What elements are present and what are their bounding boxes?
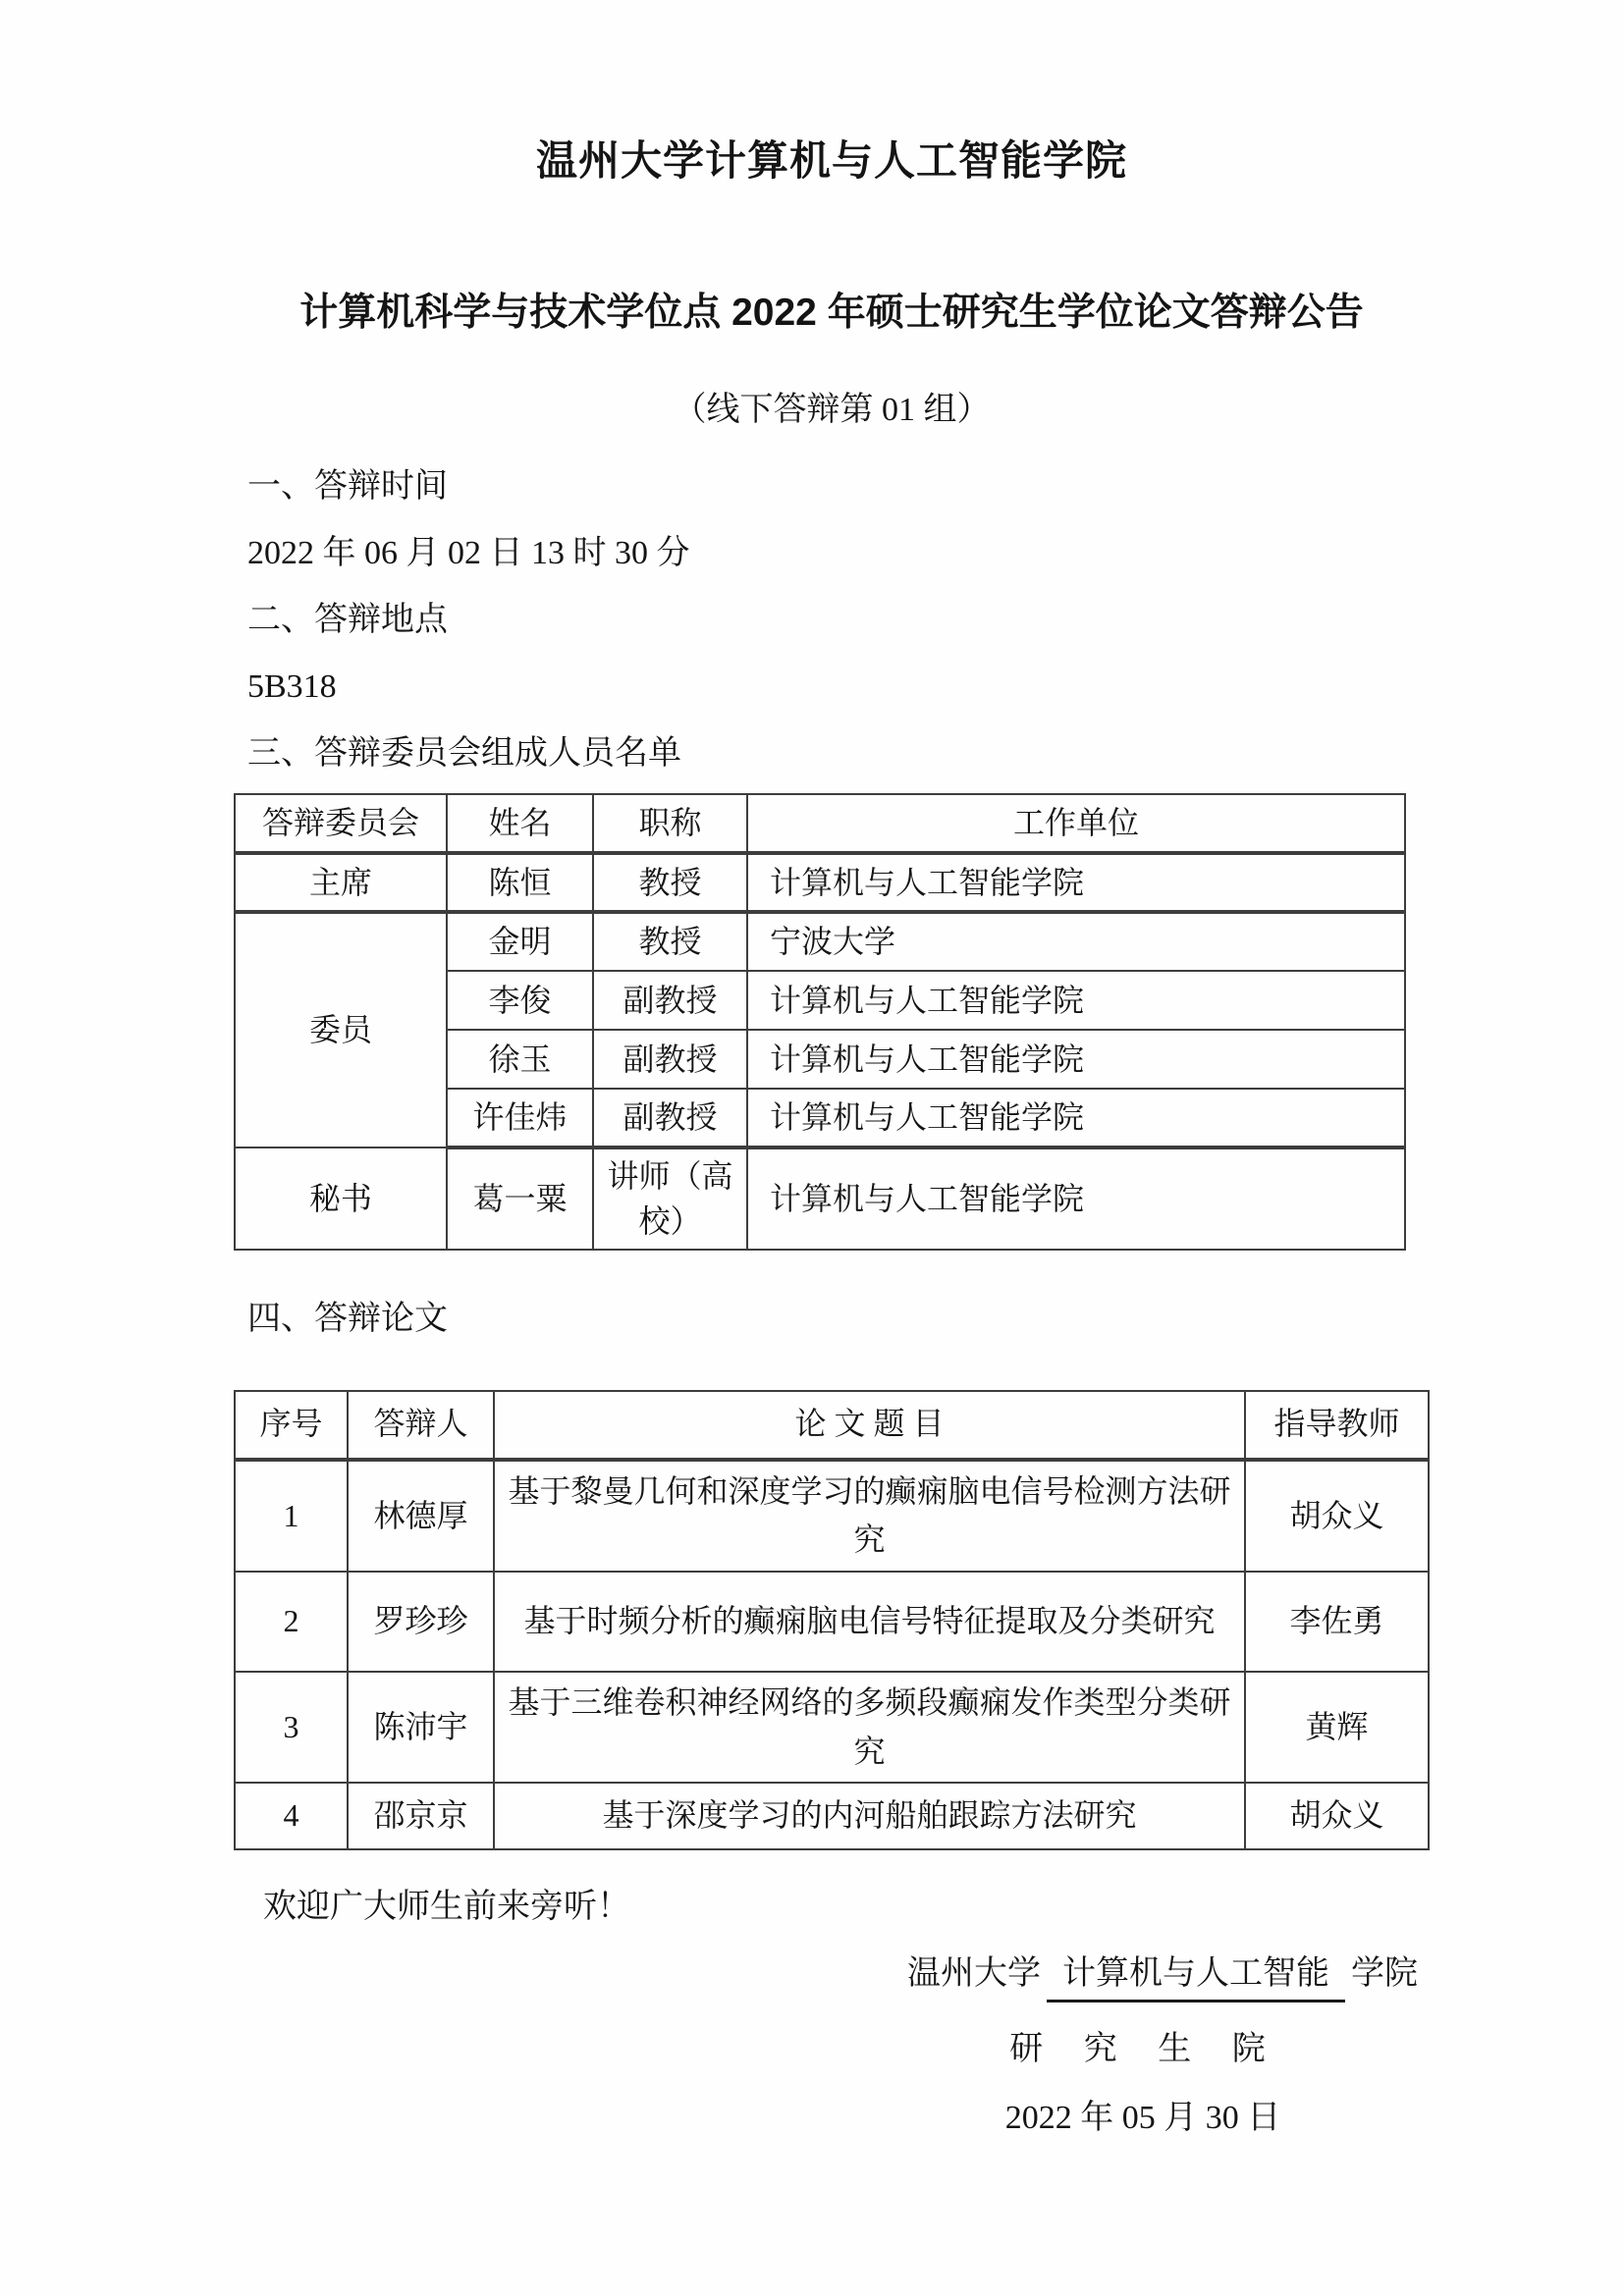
thesis-header-no: 序号 <box>235 1391 348 1460</box>
table-row-member <box>235 912 1405 971</box>
table-row-thesis <box>235 1783 1429 1849</box>
thesis-title: 基于黎曼几何和深度学习的癫痫脑电信号检测方法研究 <box>494 1460 1245 1572</box>
page-subtitle: 计算机科学与技术学位点 2022 年硕士研究生学位论文答辩公告 <box>299 292 1364 334</box>
table-row-thesis <box>235 1460 1429 1572</box>
member-name: 李俊 <box>447 971 593 1030</box>
signature-graduate-school: 研 究 生 院 <box>1009 2031 1276 2068</box>
chair-title: 教授 <box>593 853 747 912</box>
member-name: 许佳炜 <box>447 1089 593 1148</box>
member-title: 教授 <box>593 912 747 971</box>
member-title: 副教授 <box>593 1030 747 1089</box>
thesis-title: 基于三维卷积神经网络的多频段癫痫发作类型分类研究 <box>494 1672 1245 1783</box>
member-role: 委员 <box>235 912 447 1148</box>
thesis-advisor: 胡众义 <box>1245 1460 1429 1572</box>
thesis-header-advisor: 指导教师 <box>1245 1391 1429 1460</box>
thesis-no: 3 <box>235 1672 348 1783</box>
secretary-role: 秘书 <box>235 1148 447 1250</box>
thesis-advisor: 胡众义 <box>1245 1783 1429 1849</box>
thesis-no: 1 <box>235 1460 348 1572</box>
chair-name: 陈恒 <box>447 853 593 912</box>
welcome-note: 欢迎广大师生前来旁听！ <box>263 1889 630 1926</box>
chair-role: 主席 <box>235 853 447 912</box>
committee-table <box>234 793 1406 1251</box>
table-row-secretary <box>235 1148 1405 1250</box>
thesis-advisor: 黄辉 <box>1245 1672 1429 1783</box>
secretary-name: 葛一粟 <box>447 1148 593 1250</box>
thesis-advisor: 李佐勇 <box>1245 1572 1429 1672</box>
committee-header-title: 职称 <box>593 794 747 853</box>
thesis-no: 2 <box>235 1572 348 1672</box>
thesis-header-defender: 答辩人 <box>348 1391 494 1460</box>
section-heading-thesis: 四、答辩论文 <box>247 1300 448 1337</box>
thesis-header-title: 论 文 题 目 <box>494 1391 1245 1460</box>
signature-org-line <box>868 1949 1418 2002</box>
table-row-thesis <box>235 1572 1429 1672</box>
signature-university: 温州大学 <box>907 1955 1041 1993</box>
thesis-title: 基于时频分析的癫痫脑电信号特征提取及分类研究 <box>494 1572 1245 1672</box>
defense-place-value: 5B318 <box>247 668 337 705</box>
table-row-thesis <box>235 1672 1429 1783</box>
secretary-title: 讲师（高校） <box>593 1148 747 1250</box>
member-unit: 计算机与人工智能学院 <box>747 1030 1405 1089</box>
member-unit: 宁波大学 <box>747 912 1405 971</box>
thesis-defender: 邵京京 <box>348 1783 494 1849</box>
thesis-table <box>234 1390 1430 1850</box>
signature-college-underlined: 计算机与人工智能 <box>1047 1949 1345 2002</box>
signature-block <box>868 1949 1418 2144</box>
section-heading-committee: 三、答辩委员会组成人员名单 <box>247 735 681 772</box>
defense-time-value: 2022 年 06 月 02 日 13 时 30 分 <box>247 535 690 571</box>
group-note: （线下答辩第 01 组） <box>673 392 991 428</box>
section-heading-place: 二、答辩地点 <box>247 602 448 638</box>
thesis-defender: 林德厚 <box>348 1460 494 1572</box>
thesis-defender: 罗珍珍 <box>348 1572 494 1672</box>
thesis-defender: 陈沛宇 <box>348 1672 494 1783</box>
thesis-title: 基于深度学习的内河船舶跟踪方法研究 <box>494 1783 1245 1849</box>
member-title: 副教授 <box>593 1089 747 1148</box>
document-content <box>0 133 1624 2144</box>
committee-header-role: 答辩委员会 <box>235 794 447 853</box>
signature-college-suffix: 学院 <box>1351 1955 1418 1993</box>
member-unit: 计算机与人工智能学院 <box>747 971 1405 1030</box>
committee-header-name: 姓名 <box>447 794 593 853</box>
section-heading-time: 一、答辩时间 <box>247 468 448 505</box>
secretary-unit: 计算机与人工智能学院 <box>747 1148 1405 1250</box>
signature-date: 2022 年 05 月 30 日 <box>1004 2100 1281 2137</box>
thesis-no: 4 <box>235 1783 348 1849</box>
table-row-chair <box>235 853 1405 912</box>
chair-unit: 计算机与人工智能学院 <box>747 853 1405 912</box>
page-title: 温州大学计算机与人工智能学院 <box>535 137 1127 184</box>
member-name: 金明 <box>447 912 593 971</box>
committee-header-row <box>235 794 1405 853</box>
member-unit: 计算机与人工智能学院 <box>747 1089 1405 1148</box>
thesis-header-row <box>235 1391 1429 1460</box>
committee-header-unit: 工作单位 <box>747 794 1405 853</box>
member-title: 副教授 <box>593 971 747 1030</box>
member-name: 徐玉 <box>447 1030 593 1089</box>
